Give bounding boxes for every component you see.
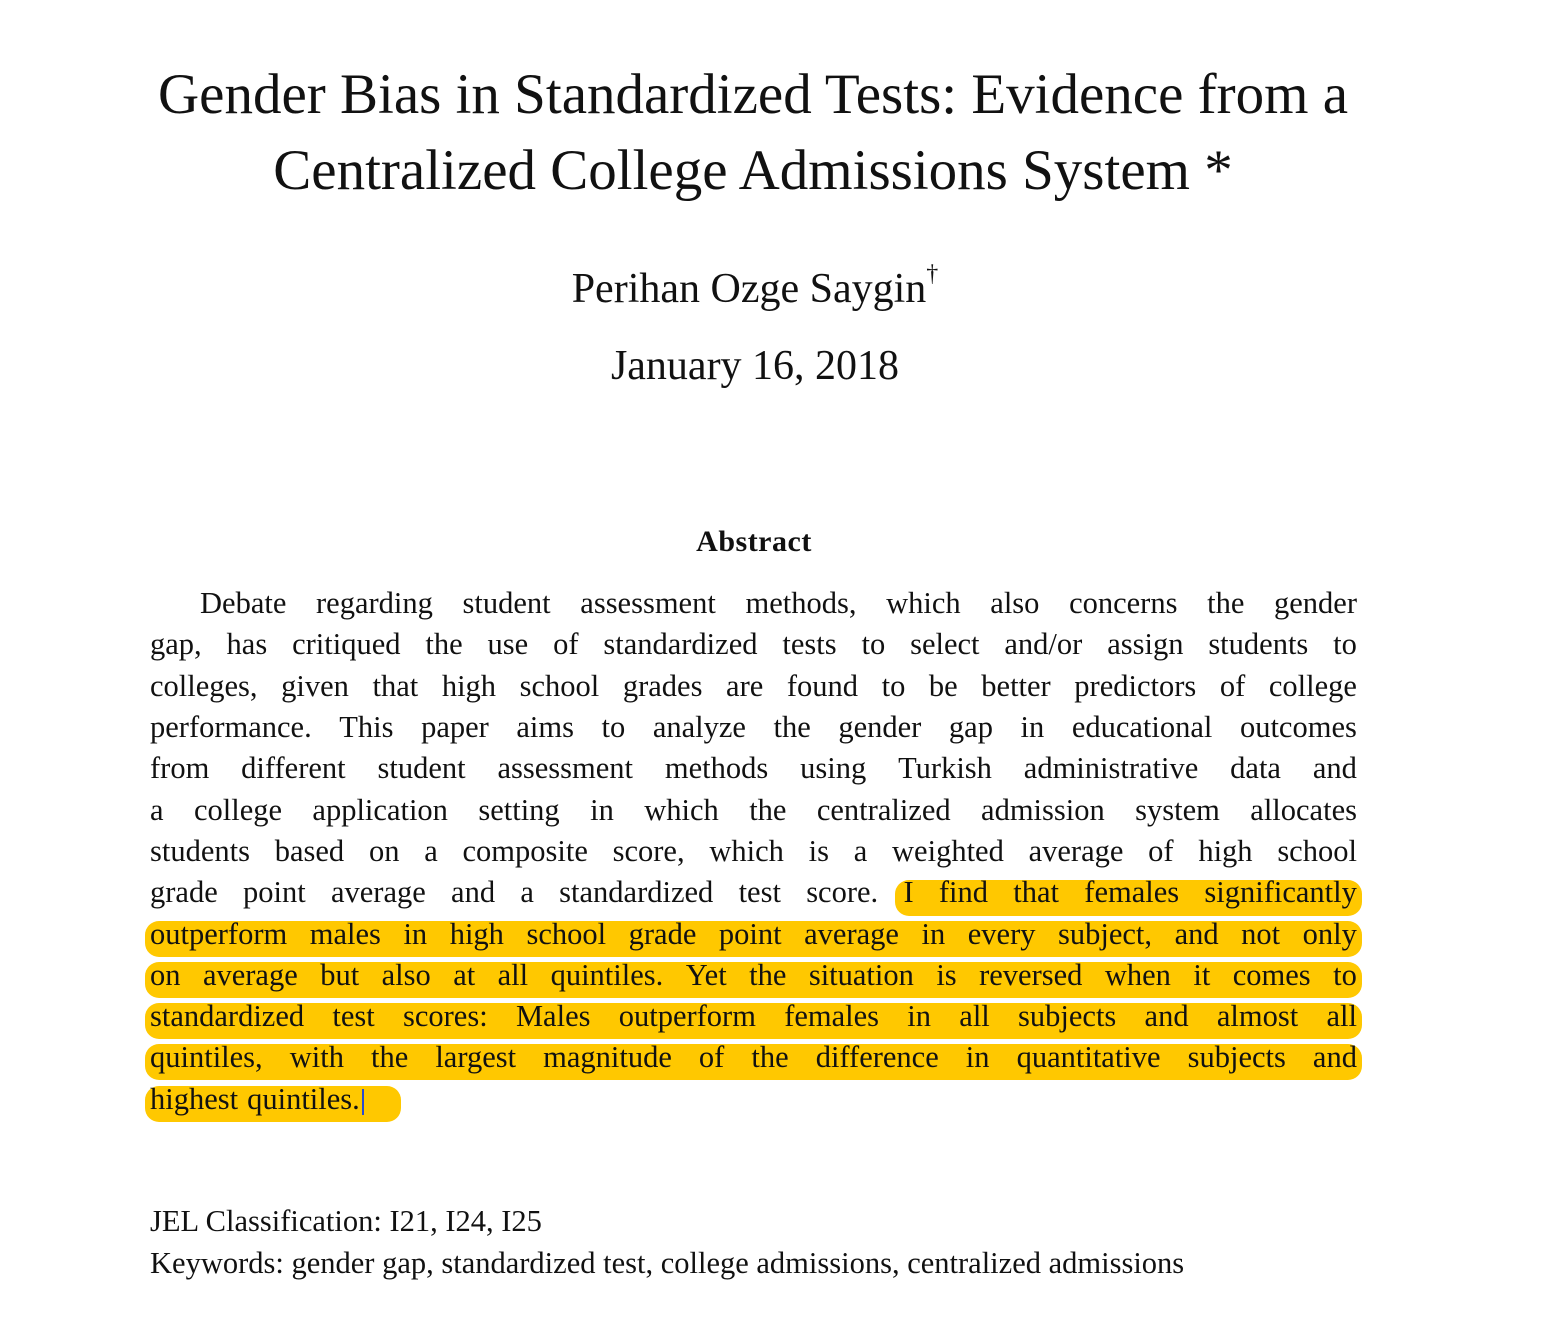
abstract-line-5: from different student assessment methods using Turkish administrative data and bbox=[150, 751, 1357, 786]
author-footnote-mark[interactable]: † bbox=[926, 261, 939, 287]
abstract-line-10: on average but also at all quintiles. Yet the situation is reversed when it comes to bbox=[150, 957, 1357, 992]
author-line bbox=[0, 252, 1510, 317]
abstract-line-11: standardized test scores: Males outperform females in all subjects and almost all bbox=[150, 999, 1357, 1034]
abstract-line-12: quintiles, with the largest magnitude of the difference in quantitative subjects and bbox=[150, 1040, 1357, 1075]
abstract-line-8: grade point average and a standardized test score. I find that females significantly bbox=[150, 875, 1357, 910]
text-cursor bbox=[362, 1089, 364, 1115]
jel-classification: JEL Classification: I21, I24, I25 bbox=[150, 1204, 542, 1238]
abstract-line-9: outperform males in high school grade point average in every subject, and not only bbox=[150, 916, 1357, 951]
abstract-line-2: gap, has critiqued the use of standardized tests to select and/or assign students to bbox=[150, 627, 1357, 662]
abstract-line-3: colleges, given that high school grades are found to be better predictors of college bbox=[150, 668, 1357, 703]
abstract-line-1: Debate regarding student assessment methods, which also concerns the gender bbox=[200, 586, 1357, 621]
paper-title bbox=[40, 57, 1466, 209]
abstract-body[interactable] bbox=[150, 583, 1357, 1120]
abstract-line-13: highest quintiles. bbox=[150, 1079, 1357, 1120]
abstract-line-7: students based on a composite score, which is a weighted average of high school bbox=[150, 833, 1357, 868]
keywords-line: Keywords: gender gap, standardized test, college admissions, centralized admissions bbox=[150, 1246, 1185, 1280]
title-line-2: Centralized College Admissions System * bbox=[273, 139, 1233, 202]
paper-meta bbox=[150, 1200, 1357, 1284]
abstract-line-6: a college application setting in which the centralized admission system allocates bbox=[150, 792, 1357, 827]
author-name: Perihan Ozge Saygin bbox=[571, 266, 927, 312]
abstract-heading: Abstract bbox=[696, 525, 812, 558]
paper-date: January 16, 2018 bbox=[610, 343, 900, 389]
title-line-1: Gender Bias in Standardized Tests: Evidence from a bbox=[157, 63, 1348, 126]
abstract-line-4: performance. This paper aims to analyze the gender gap in educational outcomes bbox=[150, 710, 1357, 745]
